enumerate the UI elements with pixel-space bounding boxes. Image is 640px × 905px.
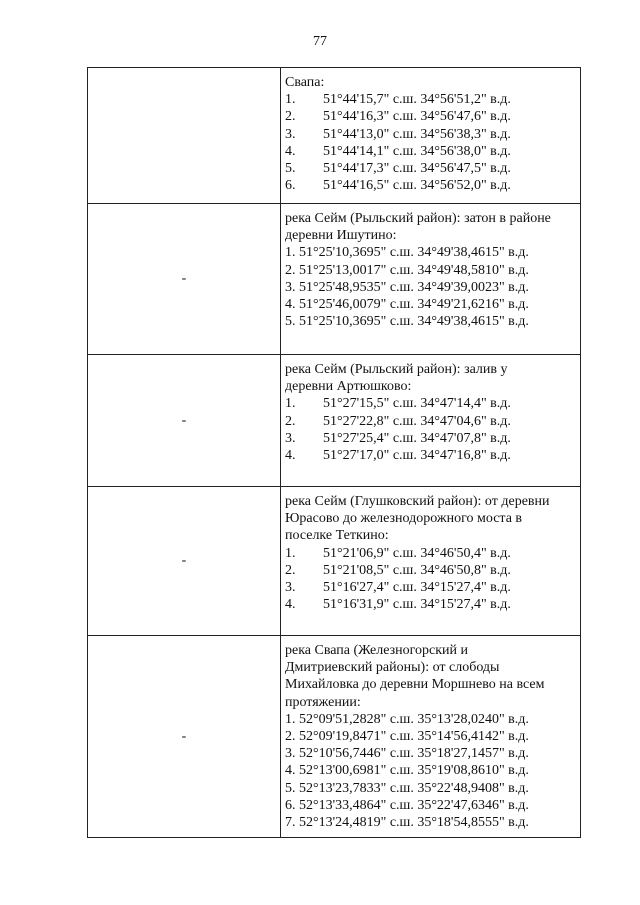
left-cell: -	[88, 487, 281, 636]
coordinate-text: 51°16'31,9" с.ш. 34°15'27,4" в.д.	[323, 597, 511, 613]
coordinate-number: 6.	[285, 178, 296, 194]
coordinate-number: 1.	[285, 396, 296, 412]
coordinate-text: 52°09'51,2828" с.ш. 35°13'28,0240" в.д.	[299, 711, 529, 727]
description-line: деревни Артюшково:	[285, 379, 412, 395]
coordinate-number: 5.	[285, 780, 296, 796]
coordinate-number: 4.	[285, 448, 296, 464]
coordinate-text: 51°16'27,4" с.ш. 34°15'27,4" в.д.	[323, 580, 511, 596]
coordinate-text: 52°10'56,7446" с.ш. 35°18'27,1457" в.д.	[299, 746, 529, 762]
coordinate-line	[285, 745, 576, 762]
description-cell	[281, 636, 581, 838]
coordinate-line	[285, 126, 576, 143]
description-line: река Сейм (Глушковский район): от деревни	[285, 494, 550, 509]
coordinate-text: 51°25'10,3695" с.ш. 34°49'38,4615" в.д.	[299, 314, 529, 330]
coordinate-text: 51°27'22,8" с.ш. 34°47'04,6" в.д.	[323, 413, 511, 429]
coordinate-number: 1.	[285, 92, 296, 108]
description-line: деревни Ишутино:	[285, 228, 397, 244]
coordinate-line	[285, 711, 576, 728]
coordinate-number: 2.	[285, 109, 296, 125]
coordinate-line	[285, 413, 576, 430]
page-number: 77	[313, 34, 327, 49]
table-row	[88, 487, 581, 636]
coordinate-line	[285, 447, 576, 464]
table-body	[88, 68, 581, 838]
coordinate-line	[285, 313, 576, 330]
coordinate-line	[285, 430, 576, 447]
left-cell: -	[88, 636, 281, 838]
coordinate-line	[285, 728, 576, 745]
coordinate-line	[285, 262, 576, 279]
coordinate-number: 6.	[285, 797, 296, 813]
description-line: река Свапа (Железногорский и	[285, 643, 469, 658]
coordinate-number: 3.	[285, 126, 296, 142]
coordinate-line	[285, 296, 576, 313]
coordinate-text: 51°44'14,1" с.ш. 34°56'38,0" в.д.	[323, 143, 511, 159]
description-line: Михайловка до деревни Моршнево на всем	[285, 677, 545, 693]
coordinate-number: 4.	[285, 597, 296, 613]
description-cell	[281, 68, 581, 204]
description-cell	[281, 487, 581, 636]
coordinate-number: 1.	[285, 545, 296, 561]
coordinate-line	[285, 762, 576, 779]
coordinate-number: 3.	[285, 279, 296, 295]
coordinate-number: 4.	[285, 297, 296, 313]
coordinate-text: 51°44'15,7" с.ш. 34°56'51,2" в.д.	[323, 92, 511, 108]
coordinate-line	[285, 797, 576, 814]
coordinate-text: 51°44'17,3" с.ш. 34°56'47,5" в.д.	[323, 161, 511, 177]
coordinate-number: 1.	[285, 711, 296, 727]
coordinate-number: 4.	[285, 763, 296, 779]
table-row	[88, 204, 581, 355]
left-cell: -	[88, 355, 281, 487]
coordinate-number: 3.	[285, 430, 296, 446]
coordinate-text: 51°25'48,9535" с.ш. 34°49'39,0023" в.д.	[299, 279, 529, 295]
coordinate-line	[285, 279, 576, 296]
coordinate-number: 2.	[285, 562, 296, 578]
document-table	[87, 67, 581, 838]
description-cell	[281, 204, 581, 355]
coordinate-text: 52°09'19,8471" с.ш. 35°14'56,4142" в.д.	[299, 729, 529, 745]
coordinate-text: 51°27'17,0" с.ш. 34°47'16,8" в.д.	[323, 448, 511, 464]
coordinate-line	[285, 562, 576, 579]
coordinate-number: 3.	[285, 580, 296, 596]
coordinate-number: 4.	[285, 143, 296, 159]
description-line: Юрасово до железнодорожного моста в	[285, 511, 523, 527]
coordinate-line	[285, 177, 576, 194]
description-line: поселке Теткино:	[285, 528, 389, 544]
table-row	[88, 355, 581, 487]
coordinate-text: 52°13'24,4819" с.ш. 35°18'54,8555" в.д.	[299, 815, 529, 831]
coordinate-text: 51°25'13,0017" с.ш. 34°49'48,5810" в.д.	[299, 262, 529, 278]
coordinate-text: 52°13'23,7833" с.ш. 35°22'48,9408" в.д.	[299, 780, 529, 796]
coordinate-text: 52°13'00,6981" с.ш. 35°19'08,8610" в.д.	[299, 763, 529, 779]
coordinate-line	[285, 579, 576, 596]
coordinate-line	[285, 244, 576, 261]
coordinate-line	[285, 91, 576, 108]
coordinate-text: 52°13'33,4864" с.ш. 35°22'47,6346" в.д.	[299, 797, 529, 813]
coordinate-number: 2.	[285, 729, 296, 745]
coordinate-line	[285, 545, 576, 562]
left-cell	[88, 68, 281, 204]
description-cell	[281, 355, 581, 487]
description-line: река Сейм (Рыльский район): залив у	[285, 362, 508, 377]
coordinate-line	[285, 160, 576, 177]
description-line: река Сейм (Рыльский район): затон в районе	[285, 211, 551, 226]
coordinate-number: 1.	[285, 245, 296, 261]
coordinate-line	[285, 596, 576, 613]
coordinate-number: 2.	[285, 413, 296, 429]
coordinate-text: 51°44'16,5" с.ш. 34°56'52,0" в.д.	[323, 178, 511, 194]
coordinate-number: 3.	[285, 746, 296, 762]
coordinate-number: 5.	[285, 314, 296, 330]
left-cell: -	[88, 204, 281, 355]
coordinate-text: 51°21'08,5" с.ш. 34°46'50,8" в.д.	[323, 562, 511, 578]
coordinate-number: 2.	[285, 262, 296, 278]
coordinate-text: 51°25'46,0079" с.ш. 34°49'21,6216" в.д.	[299, 297, 529, 313]
coordinate-line	[285, 108, 576, 125]
coordinate-line	[285, 143, 576, 160]
table-row	[88, 636, 581, 838]
coordinate-line	[285, 395, 576, 412]
coordinate-number: 7.	[285, 815, 296, 831]
coordinate-line	[285, 780, 576, 797]
coordinate-text: 51°27'25,4" с.ш. 34°47'07,8" в.д.	[323, 430, 511, 446]
table-row	[88, 68, 581, 204]
description-line: протяжении:	[285, 694, 361, 710]
coordinate-text: 51°44'16,3" с.ш. 34°56'47,6" в.д.	[323, 109, 511, 125]
coordinate-line	[285, 814, 576, 831]
coordinate-text: 51°27'15,5" с.ш. 34°47'14,4" в.д.	[323, 396, 511, 412]
coordinate-number: 5.	[285, 161, 296, 177]
coordinate-text: 51°21'06,9" с.ш. 34°46'50,4" в.д.	[323, 545, 511, 561]
description-line: Свапа:	[285, 75, 325, 90]
coordinate-text: 51°44'13,0" с.ш. 34°56'38,3" в.д.	[323, 126, 511, 142]
description-line: Дмитриевский районы): от слободы	[285, 660, 500, 676]
coordinate-text: 51°25'10,3695" с.ш. 34°49'38,4615" в.д.	[299, 245, 529, 261]
